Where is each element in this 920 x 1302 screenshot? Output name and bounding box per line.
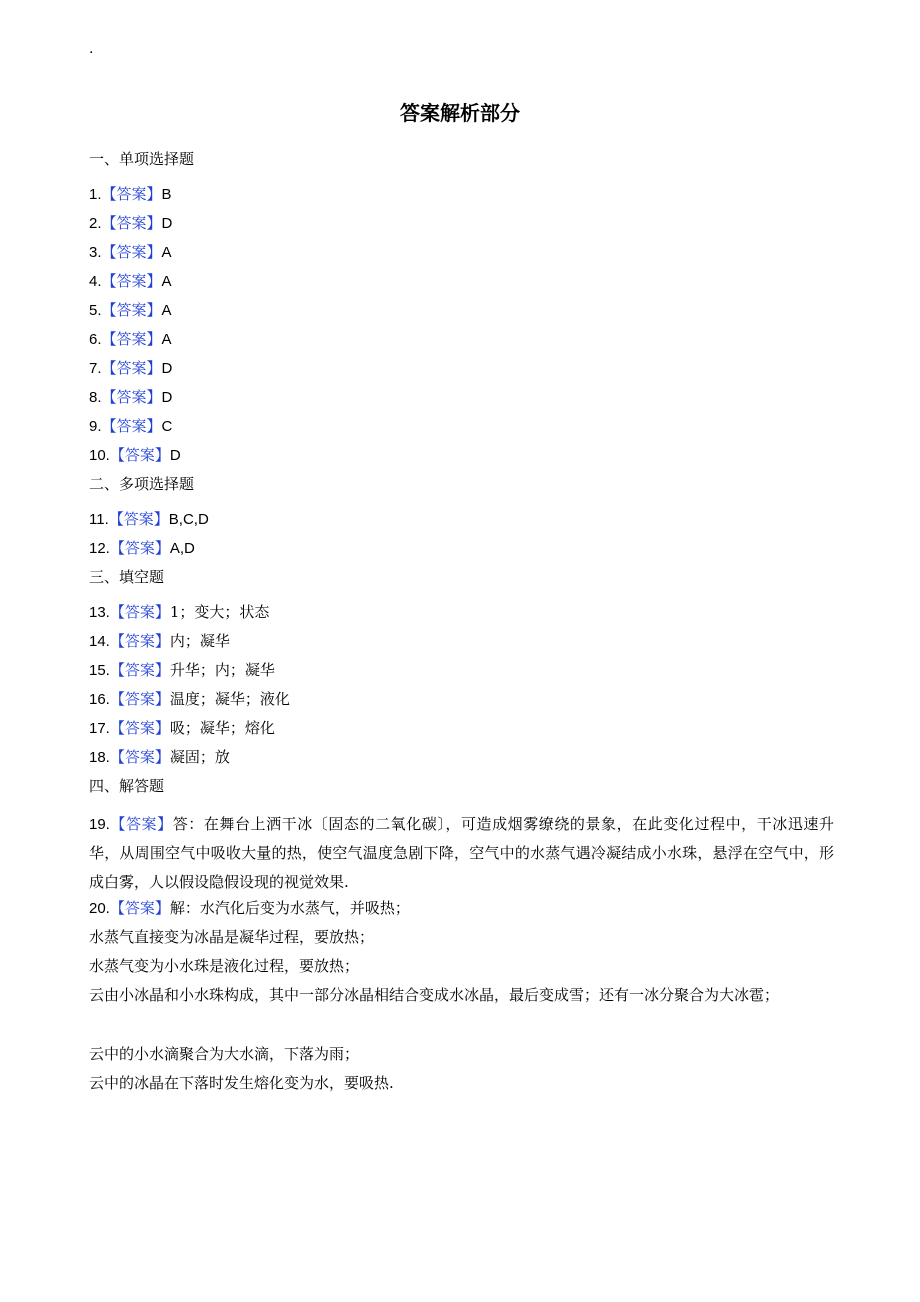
answer-value: A — [161, 302, 172, 319]
question-number: 3. — [89, 244, 102, 261]
answer-row — [89, 746, 834, 775]
answer-text: 解：水汽化后变为水蒸气，并吸热； — [169, 899, 410, 917]
answer-value: 吸；凝华；熔化 — [169, 719, 275, 737]
answer-row — [89, 688, 834, 717]
answer-row — [89, 444, 834, 473]
question-number: 13. — [89, 604, 110, 621]
answer-row — [89, 357, 834, 386]
answer-tag: 【答案】 — [109, 446, 170, 464]
answer-line: 水蒸气变为小水珠是液化过程，要放热； — [89, 957, 360, 975]
question-number: 8. — [89, 389, 102, 406]
answer-row — [89, 717, 834, 746]
answer-tag: 【答案】 — [101, 185, 162, 203]
answer-value: A — [161, 244, 172, 261]
answer-tag: 【答案】 — [101, 214, 162, 232]
question-number: 9. — [89, 418, 102, 435]
answer-value: 内；凝华 — [169, 632, 230, 650]
answer-row — [89, 328, 834, 357]
answer-value: D — [161, 215, 173, 232]
question-number: 20. — [89, 900, 110, 917]
question-number: 7. — [89, 360, 102, 377]
question-number: 19. — [89, 816, 110, 833]
answer-line: 水蒸气直接变为冰晶是凝华过程，要放热； — [89, 928, 375, 946]
answer-value: D — [169, 447, 181, 464]
answer-row — [89, 897, 834, 926]
answer-row — [89, 415, 834, 444]
answer-tag: 【答案】 — [109, 632, 170, 650]
answer-row — [89, 537, 834, 566]
answer-value: A — [161, 273, 172, 290]
section-heading: 四、解答题 — [89, 777, 165, 795]
answer-line: 云中的冰晶在下落时发生熔化变为水，要吸热. — [89, 1074, 394, 1092]
answer-tag: 【答案】 — [101, 272, 162, 290]
page-title: 答案解析部分 — [400, 101, 520, 125]
answer-tag: 【答案】 — [109, 661, 170, 679]
question-number: 14. — [89, 633, 110, 650]
answer-tag: 【答案】 — [101, 301, 162, 319]
question-number: 10. — [89, 447, 110, 464]
answer-line: 云中的小水滴聚合为大水滴，下落为雨； — [89, 1045, 360, 1063]
answer-row — [89, 212, 834, 241]
answer-row — [89, 299, 834, 328]
page-marker: . — [89, 40, 94, 57]
question-number: 4. — [89, 273, 102, 290]
question-number: 18. — [89, 749, 110, 766]
answer-value: 1；变大；状态 — [169, 603, 270, 621]
answer-value: 升华；内；凝华 — [169, 661, 275, 679]
answer-value: D — [161, 360, 173, 377]
answer-value: A,D — [169, 540, 195, 557]
answer-line: 云由小冰晶和小水珠构成，其中一部分冰晶相结合变成水冰晶，最后变成雪；还有一冰分聚合为大冰雹； — [89, 986, 780, 1004]
answer-row — [89, 386, 834, 415]
answer-value: C — [161, 418, 173, 435]
question-number: 1. — [89, 186, 102, 203]
answer-row — [89, 601, 834, 630]
question-number: 2. — [89, 215, 102, 232]
answer-row — [89, 659, 834, 688]
question-number: 6. — [89, 331, 102, 348]
answer-content — [89, 148, 834, 1101]
question-number: 11. — [89, 511, 109, 528]
question-number: 15. — [89, 662, 110, 679]
answer-tag: 【答案】 — [101, 388, 162, 406]
answer-row — [89, 183, 834, 212]
answer-tag: 【答案】 — [101, 243, 162, 261]
answer-text: 答：在舞台上洒干冰〔固态的二氧化碳〕，可造成烟雾缭绕的景象，在此变化过程中，干冰迅速升华，从周围空气中吸收大量的热，使空气温度急剧下降，空气中的水蒸气遇冷凝结成小水珠，悬浮在空气中，形成白雾，人以假设隐假设现的视觉效果. — [89, 815, 834, 891]
answer-tag: 【答案】 — [101, 417, 162, 435]
answer-row — [89, 508, 834, 537]
question-number: 17. — [89, 720, 110, 737]
answer-tag: 【答案】 — [109, 539, 170, 557]
answer-paragraph-19 — [89, 810, 834, 897]
answer-tag: 【答案】 — [101, 330, 162, 348]
answer-value: B — [161, 186, 172, 203]
answer-value: A — [161, 331, 172, 348]
answer-tag: 【答案】 — [109, 690, 170, 708]
answer-value: D — [161, 389, 173, 406]
question-number: 16. — [89, 691, 110, 708]
answer-tag: 【答案】 — [109, 603, 170, 621]
spacer — [89, 1013, 834, 1043]
answer-tag: 【答案】 — [109, 815, 173, 833]
answer-row — [89, 270, 834, 299]
section-heading: 三、填空题 — [89, 568, 165, 586]
answer-tag: 【答案】 — [109, 719, 170, 737]
answer-value: 温度；凝华；液化 — [169, 690, 290, 708]
answer-row — [89, 630, 834, 659]
question-number: 12. — [89, 540, 110, 557]
answer-value: 凝固；放 — [169, 748, 230, 766]
answer-tag: 【答案】 — [109, 748, 170, 766]
answer-row — [89, 241, 834, 270]
section-heading: 二、多项选择题 — [89, 475, 195, 493]
answer-value: B,C,D — [168, 511, 209, 528]
answer-tag: 【答案】 — [109, 899, 170, 917]
question-number: 5. — [89, 302, 102, 319]
answer-tag: 【答案】 — [101, 359, 162, 377]
section-heading: 一、单项选择题 — [89, 150, 195, 168]
answer-tag: 【答案】 — [108, 510, 169, 528]
